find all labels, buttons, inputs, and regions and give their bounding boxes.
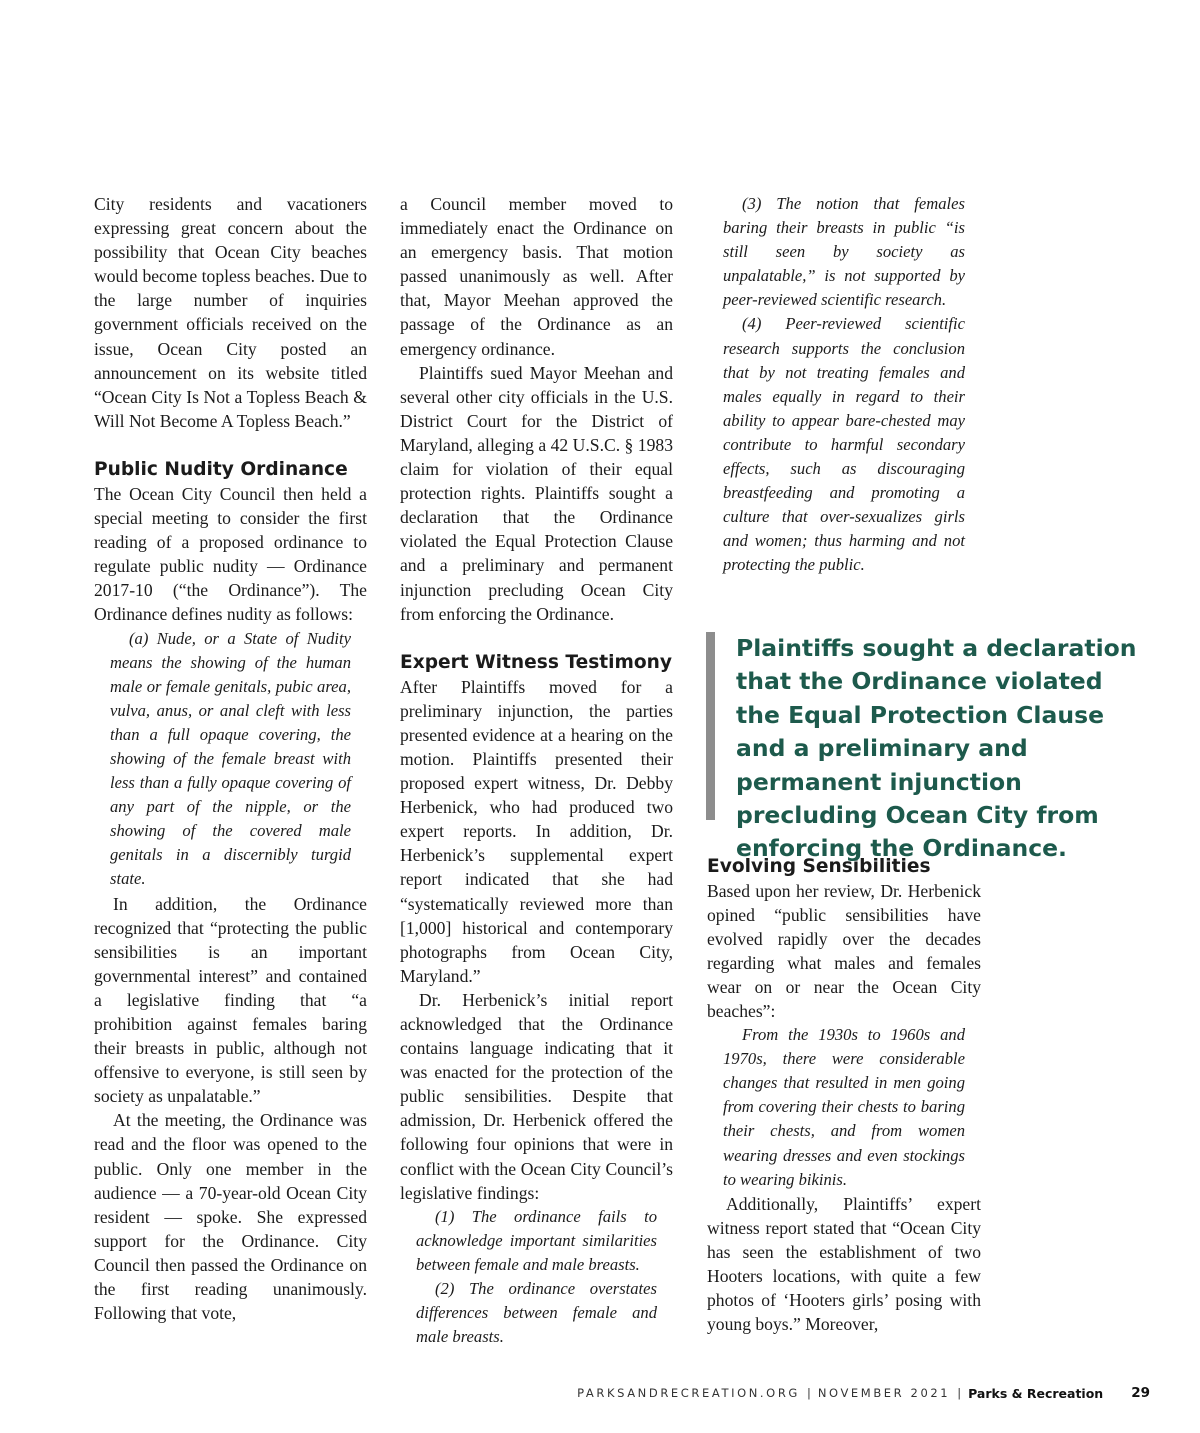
body-paragraph: At the meeting, the Ordinance was read and the floor was opened to the public. Only one member in the audience — a 70-year-old Ocean City resident — spoke. She expressed support for the Ordinance. City Council then passed the Ordinance on the first reading unanimously. Following that vote, bbox=[94, 1110, 367, 1324]
body-paragraph: After Plaintiffs moved for a preliminary injunction, the parties presented evidence at a hearing on the motion. Plaintiffs presented their proposed expert witness, Dr. Debby Herbenick, who had produced two expert reports. In addition, Dr. Herbenick’s supplemental expert report indicated that she had “systematically reviewed more than [1,000] historical and contemporary photographs from Ocean City, Maryland.” bbox=[400, 676, 673, 986]
footer-separator: | bbox=[806, 1386, 811, 1400]
section-heading-public-nudity-ordinance: Public Nudity Ordinance bbox=[94, 458, 348, 480]
ordinance-quote: (a) Nude, or a State of Nudity means the showing of the human male or female genitals, pubic area, vulva, anus, or anal cleft with less than a full opaque covering, the showing of the female breast with less than a fully opaque covering of any part of the nipple, or the showing of the covered male genitals in a discernibly turgid state. bbox=[110, 628, 351, 889]
history-quote: From the 1930s to 1960s and 1970s, there were considerable changes that resulted in men going from covering their chests to baring their chests, and from women wearing dresses and even stockings to wearing bikinis. bbox=[723, 1025, 965, 1189]
body-paragraph: Plaintiffs sued Mayor Meehan and several other city officials in the U.S. District Court for the District of Maryland, alleging a 42 U.S.C. § 1983 claim for violation of their equal protection rights. Plaintiffs sought a declaration that the Ordinance violated the Equal Protection Clause and a preliminary and permanent injunction precluding Ocean City from enforcing the Ordinance. bbox=[400, 362, 673, 624]
opinion-quote: (3) The notion that females baring their breasts in public “is still seen by society as unpalatable,” is not supported by peer-reviewed scientific research. bbox=[723, 194, 965, 310]
intro-paragraph: City residents and vacationers expressing great concern about the possibility that Ocean City beaches would become topless beaches. Due to the large number of inquiries government officials received on the issue, Ocean City posted an announcement on its website titled “Ocean City Is Not a Topless Beach & Will Not Become A Topless Beach.” bbox=[94, 194, 367, 431]
pull-quote-text: Plaintiffs sought a declaration that the Ordinance violated the Equal Protection Clause and a preliminary and permanent injunction precluding Ocean City from enforcing the Ordinance. bbox=[736, 634, 1137, 863]
section-heading-evolving-sensibilities: Evolving Sensibilities bbox=[707, 855, 931, 877]
footer-separator: | bbox=[957, 1386, 962, 1400]
column-2 bbox=[400, 192, 673, 1349]
opinion-quote: (2) The ordinance overstates differences between female and male breasts. bbox=[416, 1279, 657, 1347]
footer-issue: NOVEMBER 2021 bbox=[817, 1386, 951, 1400]
pull-quote bbox=[706, 632, 1146, 863]
section-heading-expert-witness-testimony: Expert Witness Testimony bbox=[400, 651, 673, 673]
body-paragraph: Based upon her review, Dr. Herbenick opined “public sensibilities have evolved rapidly over the decades regarding what males and females wear on or near the Ocean City beaches”: bbox=[707, 880, 981, 1021]
column-1 bbox=[94, 192, 367, 1325]
body-paragraph: Additionally, Plaintiffs’ expert witness report stated that “Ocean City has seen the establishment of two Hooters locations, with quite a few photos of ‘Hooters girls’ posing with young boys.” Moreover, bbox=[707, 1193, 981, 1335]
body-paragraph: In addition, the Ordinance recognized that “protecting the public sensibilities is an important governmental interest” and contained a legislative finding that “a prohibition against females baring their breasts in public, although not offensive to everyone, is still seen by society as unpalatable.” bbox=[94, 893, 367, 1107]
body-paragraph: a Council member moved to immediately enact the Ordinance on an emergency basis. That motion passed unanimously as well. After that, Mayor Meehan approved the passage of the Ordinance as an emergency ordinance. bbox=[400, 194, 673, 359]
footer-site: PARKSANDRECREATION.ORG bbox=[577, 1386, 800, 1400]
body-paragraph: Dr. Herbenick’s initial report acknowledged that the Ordinance contains language indicating that it was enacted for the protection of the public sensibilities. Despite that admission, Dr. Herbenick offered the following four opinions that were in conflict with the Ocean City Council’s legislative findings: bbox=[400, 989, 673, 1203]
page-number: 29 bbox=[1131, 1385, 1150, 1401]
page-footer bbox=[577, 1384, 1150, 1402]
opinion-quote: (4) Peer-reviewed scientific research supports the conclusion that by not treating females and males equally in regard to their ability to appear bare-chested may contribute to harmful secondary effects, such as discouraging breastfeeding and promoting a culture that over-sexualizes girls and women; thus harming and not protecting the public. bbox=[723, 314, 965, 575]
body-paragraph: The Ocean City Council then held a special meeting to consider the first reading of a proposed ordinance to regulate public nudity — Ordinance 2017-10 (“the Ordinance”). The Ordinance defines nudity as follows: bbox=[94, 483, 367, 625]
footer-magazine-name: Parks & Recreation bbox=[968, 1385, 1104, 1401]
opinion-quote: (1) The ordinance fails to acknowledge important similarities between female and male breasts. bbox=[416, 1206, 657, 1274]
